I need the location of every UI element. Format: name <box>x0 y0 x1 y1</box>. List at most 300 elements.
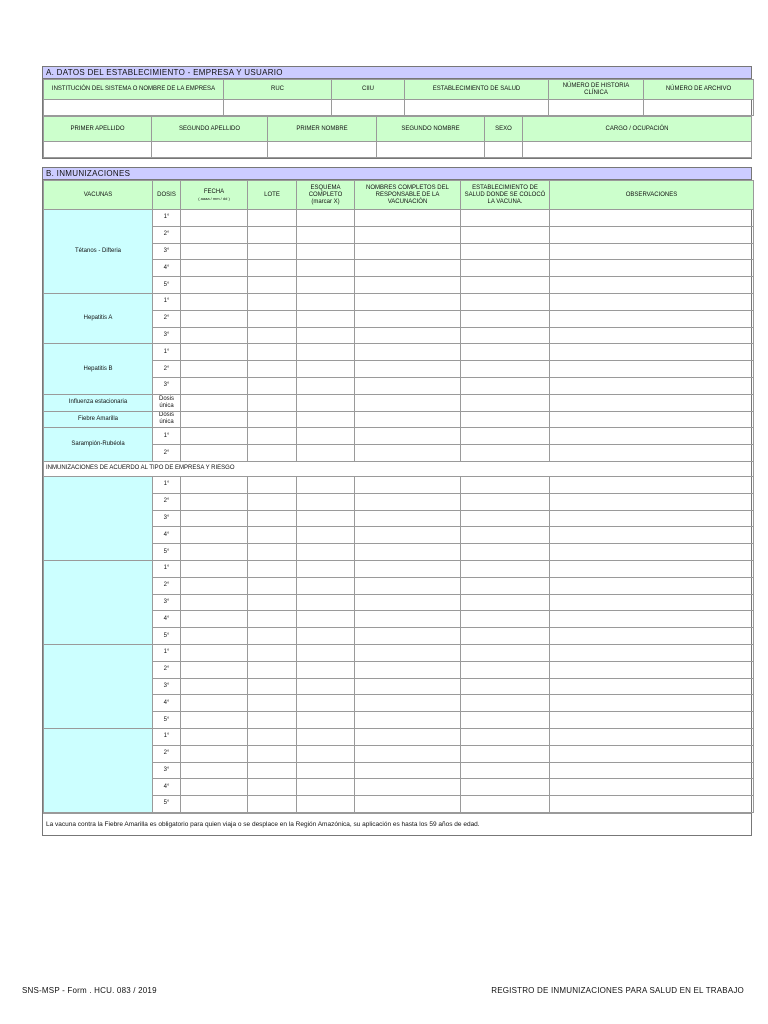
esquema-cell[interactable] <box>297 293 355 310</box>
lote-cell[interactable] <box>248 428 297 445</box>
responsable-cell[interactable] <box>355 493 461 510</box>
lote-cell[interactable] <box>248 361 297 378</box>
responsable-cell[interactable] <box>355 210 461 227</box>
section-b <box>42 167 752 836</box>
esquema-cell[interactable] <box>297 611 355 628</box>
establecimiento-cell[interactable] <box>461 394 550 411</box>
establecimiento-cell[interactable] <box>461 678 550 695</box>
esquema-cell[interactable] <box>297 510 355 527</box>
fecha-cell[interactable] <box>181 377 248 394</box>
vaccine-name: Tétanos - Difteria <box>44 210 153 294</box>
fecha-cell[interactable] <box>181 428 248 445</box>
dose-label: 3° <box>153 327 181 344</box>
lote-cell[interactable] <box>248 476 297 493</box>
fecha-cell[interactable] <box>181 226 248 243</box>
table-row <box>44 428 754 445</box>
lote-cell[interactable] <box>248 628 297 645</box>
header-dosis: DOSIS <box>153 181 181 210</box>
header-establecimiento: ESTABLECIMIENTO DE SALUD <box>405 80 549 100</box>
observaciones-cell[interactable] <box>550 628 754 645</box>
responsable-cell[interactable] <box>355 611 461 628</box>
observaciones-cell[interactable] <box>550 428 754 445</box>
observaciones-cell[interactable] <box>550 644 754 661</box>
establecimiento-cell[interactable] <box>461 243 550 260</box>
dose-label: 3° <box>153 510 181 527</box>
dose-label: 5° <box>153 628 181 645</box>
esquema-cell[interactable] <box>297 476 355 493</box>
fecha-cell[interactable] <box>181 762 248 779</box>
vaccine-name: Influenza estacionaria <box>44 394 153 411</box>
observaciones-cell[interactable] <box>550 712 754 729</box>
header-fecha <box>181 181 248 210</box>
fecha-cell[interactable] <box>181 695 248 712</box>
dose-label: 1° <box>153 560 181 577</box>
lote-cell[interactable] <box>248 243 297 260</box>
observaciones-cell[interactable] <box>550 361 754 378</box>
observaciones-cell[interactable] <box>550 577 754 594</box>
establecimiento-cell[interactable] <box>461 594 550 611</box>
fecha-cell[interactable] <box>181 779 248 796</box>
lote-cell[interactable] <box>248 779 297 796</box>
establecimiento-cell[interactable] <box>461 695 550 712</box>
observaciones-cell[interactable] <box>550 779 754 796</box>
section-a-title: A. DATOS DEL ESTABLECIMIENTO - EMPRESA Y USUARIO <box>43 67 751 79</box>
esquema-cell[interactable] <box>297 310 355 327</box>
dose-label: 5° <box>153 796 181 813</box>
esquema-cell[interactable] <box>297 210 355 227</box>
lote-cell[interactable] <box>248 277 297 294</box>
header-ciiu: CIIU <box>332 80 405 100</box>
esquema-cell[interactable] <box>297 695 355 712</box>
observaciones-cell[interactable] <box>550 226 754 243</box>
observaciones-cell[interactable] <box>550 762 754 779</box>
observaciones-cell[interactable] <box>550 594 754 611</box>
responsable-cell[interactable] <box>355 560 461 577</box>
lote-cell[interactable] <box>248 344 297 361</box>
dose-label: 1° <box>153 476 181 493</box>
fecha-cell[interactable] <box>181 712 248 729</box>
dose-label: 1° <box>153 644 181 661</box>
fecha-cell[interactable] <box>181 611 248 628</box>
header-primer-apellido: PRIMER APELLIDO <box>44 117 152 142</box>
input-primer-apellido[interactable] <box>44 142 152 158</box>
fecha-cell[interactable] <box>181 344 248 361</box>
header-primer-nombre: PRIMER NOMBRE <box>268 117 377 142</box>
fecha-cell[interactable] <box>181 796 248 813</box>
yellow-fever-note: La vacuna contra la Fiebre Amarilla es obligatorio para quien viaja o se desplace en la Región Amazónica, su aplicación es hasta los 59 años de edad. <box>43 813 751 835</box>
dose-label: 1° <box>153 728 181 745</box>
lote-cell[interactable] <box>248 678 297 695</box>
dose-label: 2° <box>153 361 181 378</box>
section-a <box>42 66 752 159</box>
vaccine-name <box>44 728 153 812</box>
lote-cell[interactable] <box>248 594 297 611</box>
vaccine-name <box>44 644 153 728</box>
responsable-cell[interactable] <box>355 628 461 645</box>
input-ruc[interactable] <box>224 100 332 116</box>
observaciones-cell[interactable] <box>550 728 754 745</box>
esquema-cell[interactable] <box>297 796 355 813</box>
lote-cell[interactable] <box>248 445 297 462</box>
establecimiento-cell[interactable] <box>461 728 550 745</box>
fecha-cell[interactable] <box>181 493 248 510</box>
subsection-title: INMUNIZACIONES DE ACUERDO AL TIPO DE EMPRESA Y RIESGO <box>44 461 754 476</box>
subsection-row <box>44 461 754 476</box>
esquema-cell[interactable] <box>297 260 355 277</box>
dose-label: 2° <box>153 226 181 243</box>
dose-label: 1° <box>153 344 181 361</box>
lote-cell[interactable] <box>248 712 297 729</box>
dose-label: 3° <box>153 594 181 611</box>
responsable-cell[interactable] <box>355 678 461 695</box>
establecimiento-cell[interactable] <box>461 428 550 445</box>
lote-cell[interactable] <box>248 527 297 544</box>
dose-label: 3° <box>153 678 181 695</box>
observaciones-cell[interactable] <box>550 260 754 277</box>
observaciones-cell[interactable] <box>550 377 754 394</box>
fecha-cell[interactable] <box>181 510 248 527</box>
input-segundo-nombre[interactable] <box>377 142 485 158</box>
lote-cell[interactable] <box>248 394 297 411</box>
observaciones-cell[interactable] <box>550 510 754 527</box>
fecha-cell[interactable] <box>181 327 248 344</box>
lote-cell[interactable] <box>248 796 297 813</box>
observaciones-cell[interactable] <box>550 527 754 544</box>
header-ruc: RUC <box>224 80 332 100</box>
fecha-cell[interactable] <box>181 544 248 561</box>
input-cargo[interactable] <box>523 142 752 158</box>
responsable-cell[interactable] <box>355 712 461 729</box>
dose-label: 4° <box>153 779 181 796</box>
fecha-cell[interactable] <box>181 594 248 611</box>
responsable-cell[interactable] <box>355 762 461 779</box>
responsable-cell[interactable] <box>355 796 461 813</box>
vaccine-name <box>44 476 153 560</box>
establecimiento-cell[interactable] <box>461 577 550 594</box>
fecha-cell[interactable] <box>181 527 248 544</box>
dose-label: 4° <box>153 260 181 277</box>
establecimiento-cell[interactable] <box>461 411 550 428</box>
section-b-title: B. INMUNIZACIONES <box>43 168 751 180</box>
observaciones-cell[interactable] <box>550 394 754 411</box>
esquema-cell[interactable] <box>297 394 355 411</box>
establecimiento-cell[interactable] <box>461 260 550 277</box>
esquema-cell[interactable] <box>297 445 355 462</box>
lote-cell[interactable] <box>248 728 297 745</box>
dose-label: 2° <box>153 445 181 462</box>
observaciones-cell[interactable] <box>550 661 754 678</box>
esquema-cell[interactable] <box>297 226 355 243</box>
lote-cell[interactable] <box>248 510 297 527</box>
header-archivo: NÚMERO DE ARCHIVO <box>644 80 754 100</box>
vaccine-name: Hepatitis A <box>44 293 153 343</box>
esquema-cell[interactable] <box>297 493 355 510</box>
observaciones-cell[interactable] <box>550 560 754 577</box>
observaciones-cell[interactable] <box>550 277 754 294</box>
observaciones-cell[interactable] <box>550 476 754 493</box>
responsable-cell[interactable] <box>355 361 461 378</box>
establecimiento-cell[interactable] <box>461 762 550 779</box>
fecha-cell[interactable] <box>181 394 248 411</box>
establecimiento-cell[interactable] <box>461 510 550 527</box>
input-ciiu[interactable] <box>332 100 405 116</box>
dose-label: 1° <box>153 293 181 310</box>
input-establecimiento[interactable] <box>405 100 549 116</box>
dose-label: 2° <box>153 310 181 327</box>
establecimiento-cell[interactable] <box>461 210 550 227</box>
header-sexo: SEXO <box>485 117 523 142</box>
lote-cell[interactable] <box>248 560 297 577</box>
observaciones-cell[interactable] <box>550 327 754 344</box>
dose-label: 5° <box>153 277 181 294</box>
esquema-cell[interactable] <box>297 377 355 394</box>
esquema-cell[interactable] <box>297 728 355 745</box>
table-row <box>44 644 754 661</box>
responsable-cell[interactable] <box>355 695 461 712</box>
lote-cell[interactable] <box>248 377 297 394</box>
responsable-cell[interactable] <box>355 476 461 493</box>
responsable-cell[interactable] <box>355 411 461 428</box>
dose-label: 5° <box>153 712 181 729</box>
vaccine-name: Sarampión-Rubéola <box>44 428 153 462</box>
responsable-cell[interactable] <box>355 594 461 611</box>
lote-cell[interactable] <box>248 411 297 428</box>
lote-cell[interactable] <box>248 695 297 712</box>
establecimiento-cell[interactable] <box>461 796 550 813</box>
header-vacunas: VACUNAS <box>44 181 153 210</box>
dose-label: 2° <box>153 661 181 678</box>
establecimiento-cell[interactable] <box>461 476 550 493</box>
table-row <box>44 411 754 428</box>
establecimiento-cell[interactable] <box>461 493 550 510</box>
responsable-cell[interactable] <box>355 344 461 361</box>
responsable-cell[interactable] <box>355 644 461 661</box>
responsable-cell[interactable] <box>355 510 461 527</box>
esquema-cell[interactable] <box>297 361 355 378</box>
dose-label: 3° <box>153 762 181 779</box>
fecha-cell[interactable] <box>181 745 248 762</box>
table-row <box>44 394 754 411</box>
fecha-cell[interactable] <box>181 210 248 227</box>
header-fecha-format: ( aaaa / mm / dd ) <box>198 196 230 201</box>
esquema-cell[interactable] <box>297 762 355 779</box>
observaciones-cell[interactable] <box>550 210 754 227</box>
header-observaciones: OBSERVACIONES <box>550 181 754 210</box>
responsable-cell[interactable] <box>355 779 461 796</box>
table-row <box>44 293 754 310</box>
lote-cell[interactable] <box>248 210 297 227</box>
establecimiento-cell[interactable] <box>461 327 550 344</box>
dose-label: 3° <box>153 243 181 260</box>
fecha-cell[interactable] <box>181 260 248 277</box>
esquema-cell[interactable] <box>297 327 355 344</box>
fecha-cell[interactable] <box>181 411 248 428</box>
dose-label: 4° <box>153 611 181 628</box>
header-lote: LOTE <box>248 181 297 210</box>
fecha-cell[interactable] <box>181 728 248 745</box>
observaciones-cell[interactable] <box>550 293 754 310</box>
esquema-cell[interactable] <box>297 277 355 294</box>
observaciones-cell[interactable] <box>550 493 754 510</box>
fecha-cell[interactable] <box>181 678 248 695</box>
establecimiento-cell[interactable] <box>461 361 550 378</box>
dose-label: 2° <box>153 577 181 594</box>
establecimiento-cell[interactable] <box>461 611 550 628</box>
responsable-cell[interactable] <box>355 544 461 561</box>
establecimiento-cell[interactable] <box>461 377 550 394</box>
establecimiento-cell[interactable] <box>461 527 550 544</box>
lote-cell[interactable] <box>248 493 297 510</box>
esquema-cell[interactable] <box>297 544 355 561</box>
fecha-cell[interactable] <box>181 628 248 645</box>
input-institucion[interactable] <box>44 100 224 116</box>
establecimiento-cell[interactable] <box>461 310 550 327</box>
observaciones-cell[interactable] <box>550 243 754 260</box>
responsable-cell[interactable] <box>355 260 461 277</box>
fecha-cell[interactable] <box>181 293 248 310</box>
esquema-cell[interactable] <box>297 243 355 260</box>
establecimiento-cell[interactable] <box>461 779 550 796</box>
responsable-cell[interactable] <box>355 728 461 745</box>
fecha-cell[interactable] <box>181 310 248 327</box>
responsable-cell[interactable] <box>355 310 461 327</box>
form-title: REGISTRO DE INMUNIZACIONES PARA SALUD EN EL TRABAJO <box>491 986 744 995</box>
fecha-cell[interactable] <box>181 476 248 493</box>
esquema-cell[interactable] <box>297 594 355 611</box>
dose-label: 4° <box>153 527 181 544</box>
lote-cell[interactable] <box>248 745 297 762</box>
lote-cell[interactable] <box>248 611 297 628</box>
esquema-cell[interactable] <box>297 428 355 445</box>
responsable-cell[interactable] <box>355 577 461 594</box>
dose-label: 2° <box>153 745 181 762</box>
fecha-cell[interactable] <box>181 361 248 378</box>
lote-cell[interactable] <box>248 762 297 779</box>
dose-label: 3° <box>153 377 181 394</box>
establecimiento-cell[interactable] <box>461 277 550 294</box>
observaciones-cell[interactable] <box>550 344 754 361</box>
lote-cell[interactable] <box>248 293 297 310</box>
lote-cell[interactable] <box>248 310 297 327</box>
fecha-cell[interactable] <box>181 277 248 294</box>
responsable-cell[interactable] <box>355 243 461 260</box>
lote-cell[interactable] <box>248 544 297 561</box>
establecimiento-cell[interactable] <box>461 712 550 729</box>
observaciones-cell[interactable] <box>550 445 754 462</box>
esquema-cell[interactable] <box>297 779 355 796</box>
table-row <box>44 210 754 227</box>
vaccine-name: Fiebre Amarilla <box>44 411 153 428</box>
lote-cell[interactable] <box>248 226 297 243</box>
esquema-cell[interactable] <box>297 745 355 762</box>
fecha-cell[interactable] <box>181 560 248 577</box>
esquema-cell[interactable] <box>297 661 355 678</box>
observaciones-cell[interactable] <box>550 544 754 561</box>
establecimiento-cell[interactable] <box>461 661 550 678</box>
establecimiento-cell[interactable] <box>461 344 550 361</box>
table-row <box>44 476 754 493</box>
lote-cell[interactable] <box>248 644 297 661</box>
table-row <box>44 344 754 361</box>
responsable-cell[interactable] <box>355 277 461 294</box>
dose-label: Dosis única <box>153 394 181 411</box>
establecimiento-cell[interactable] <box>461 226 550 243</box>
establecimiento-cell[interactable] <box>461 293 550 310</box>
esquema-cell[interactable] <box>297 577 355 594</box>
responsable-cell[interactable] <box>355 394 461 411</box>
observaciones-cell[interactable] <box>550 745 754 762</box>
establecimiento-cell[interactable] <box>461 544 550 561</box>
form-code: SNS-MSP - Form . HCU. 083 / 2019 <box>22 986 157 995</box>
immunization-table <box>43 180 754 813</box>
fecha-cell[interactable] <box>181 577 248 594</box>
input-segundo-apellido[interactable] <box>152 142 268 158</box>
responsable-cell[interactable] <box>355 745 461 762</box>
responsable-cell[interactable] <box>355 327 461 344</box>
dose-label: 5° <box>153 544 181 561</box>
responsable-cell[interactable] <box>355 293 461 310</box>
header-institucion: INSTITUCIÓN DEL SISTEMA O NOMBRE DE LA EMPRESA <box>44 80 224 100</box>
input-historia-clinica[interactable] <box>549 100 644 116</box>
header-cargo: CARGO / OCUPACIÓN <box>523 117 752 142</box>
observaciones-cell[interactable] <box>550 611 754 628</box>
table-row <box>44 560 754 577</box>
esquema-cell[interactable] <box>297 344 355 361</box>
input-archivo[interactable] <box>644 100 754 116</box>
esquema-cell[interactable] <box>297 527 355 544</box>
fecha-cell[interactable] <box>181 243 248 260</box>
esquema-cell[interactable] <box>297 678 355 695</box>
establecimiento-cell[interactable] <box>461 745 550 762</box>
header-establecimiento-vacuna: ESTABLECIMIENTO DE SALUD DONDE SE COLOCÓ LA VACUNA. <box>461 181 550 210</box>
esquema-cell[interactable] <box>297 712 355 729</box>
header-esquema: ESQUEMA COMPLETO (marcar X) <box>297 181 355 210</box>
observaciones-cell[interactable] <box>550 796 754 813</box>
lote-cell[interactable] <box>248 327 297 344</box>
responsable-cell[interactable] <box>355 377 461 394</box>
fecha-cell[interactable] <box>181 661 248 678</box>
responsable-cell[interactable] <box>355 661 461 678</box>
observaciones-cell[interactable] <box>550 678 754 695</box>
observaciones-cell[interactable] <box>550 411 754 428</box>
lote-cell[interactable] <box>248 577 297 594</box>
fecha-cell[interactable] <box>181 445 248 462</box>
header-segundo-apellido: SEGUNDO APELLIDO <box>152 117 268 142</box>
responsable-cell[interactable] <box>355 226 461 243</box>
establecimiento-cell[interactable] <box>461 445 550 462</box>
observaciones-cell[interactable] <box>550 310 754 327</box>
fecha-cell[interactable] <box>181 644 248 661</box>
establecimiento-cell[interactable] <box>461 560 550 577</box>
responsable-cell[interactable] <box>355 445 461 462</box>
responsable-cell[interactable] <box>355 527 461 544</box>
lote-cell[interactable] <box>248 260 297 277</box>
esquema-cell[interactable] <box>297 560 355 577</box>
esquema-cell[interactable] <box>297 628 355 645</box>
observaciones-cell[interactable] <box>550 695 754 712</box>
establecimiento-cell[interactable] <box>461 628 550 645</box>
establecimiento-cell[interactable] <box>461 644 550 661</box>
esquema-cell[interactable] <box>297 411 355 428</box>
header-fecha-label: FECHA <box>203 189 225 195</box>
dose-label: 2° <box>153 493 181 510</box>
header-segundo-nombre: SEGUNDO NOMBRE <box>377 117 485 142</box>
lote-cell[interactable] <box>248 661 297 678</box>
input-sexo[interactable] <box>485 142 523 158</box>
esquema-cell[interactable] <box>297 644 355 661</box>
input-primer-nombre[interactable] <box>268 142 377 158</box>
responsable-cell[interactable] <box>355 428 461 445</box>
